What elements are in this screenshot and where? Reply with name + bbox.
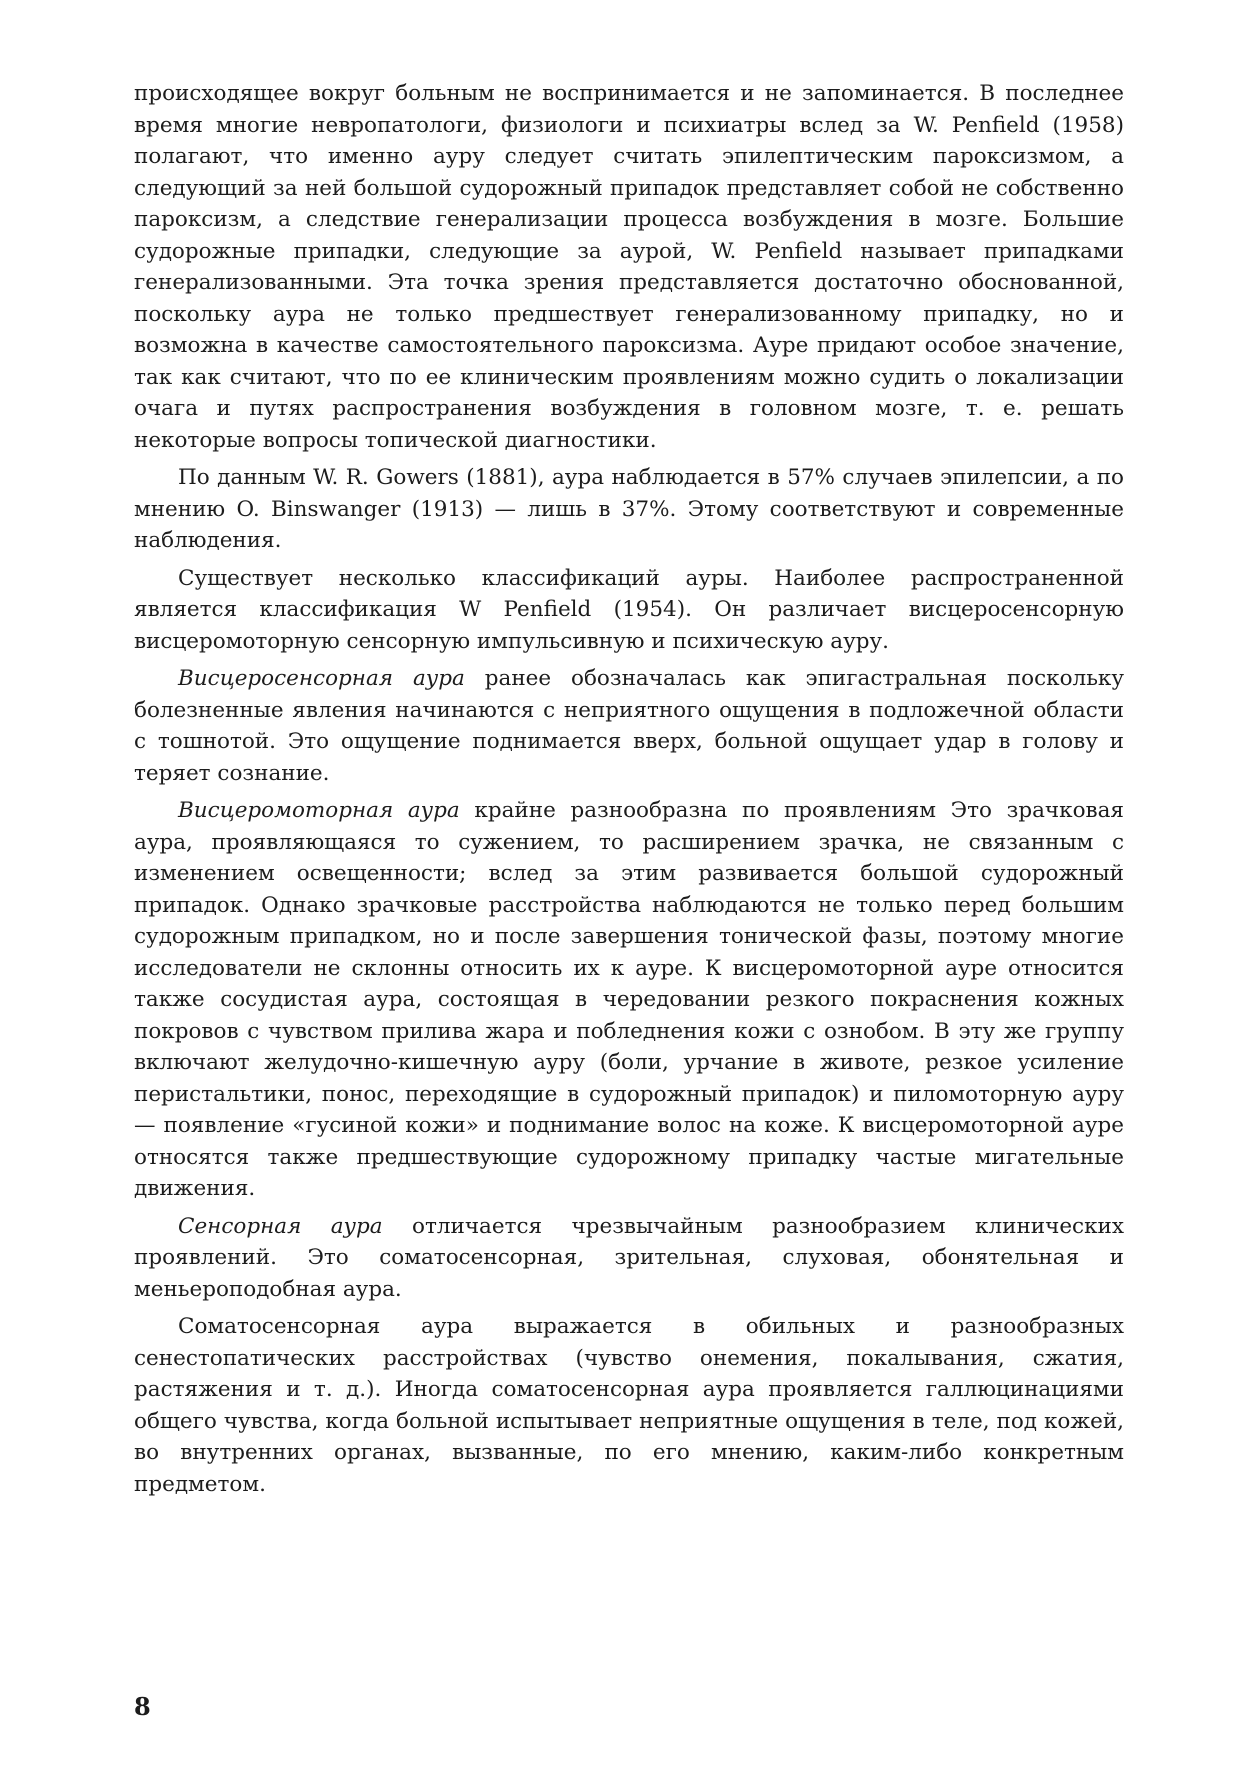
paragraph-5-text: крайне разнообразна по проявлениям Это зрачковая аура, проявляющаяся то сужением, то расширением зрачка, не связанным с изменением освещенности; вслед за этим развивается большой судорожный припадок. Однако зрачковые расстройства наблюдаются не только перед большим судорожным припадком, но и после завершения тонической фазы, поэтому многие исследователи не склонны относить их к ауре. К висцеромоторной ауре относится также сосудистая аура, состоящая в чередовании резкого покраснения кожных покровов с чувством прилива жара и побледнения кожи с ознобом. В эту же группу включают желудочно-кишечную ауру (боли, урчание в животе, резкое усиление перистальтики, понос, переходящие в судорожный припадок) и пиломоторную ауру — появление «гусиной кожи» и поднимание волос на коже. К висцеромоторной ауре относятся также предшествующие судорожному припадку частые мигательные движения. (134, 798, 1124, 1201)
paragraph-5-term: Висцеромоторная аура (178, 798, 460, 823)
paragraph-1-text: происходящее вокруг больным не воспринимается и не запоминается. В последнее время многие невропатологи, физиологи и психиатры вслед за W. Penfield (1958) полагают, что именно ауру следует считать эпилептическим пароксизмом, а следующий за ней большой судорожный припадок представляет собой не собственно пароксизм, а следствие генерализации процесса возбуждения в мозге. Большие судорожные припадки, следующие за аурой, W. Penfield называет припадками генерализованными. Эта точка зрения представляется достаточно обоснованной, поскольку аура не только предшествует генерализованному припадку, но и возможна в качестве самостоятельного пароксизма. Ауре придают особое значение, так как считают, что по ее клиническим проявлениям можно судить о локализации очага и путях распространения возбуждения в головном мозге, т. е. решать некоторые вопросы топической диагностики. (134, 81, 1124, 453)
paragraph-1 (134, 78, 1124, 456)
page-body (134, 78, 1124, 1506)
paragraph-2-text: По данным W. R. Gowers (1881), аура наблюдается в 57% случаев эпилепсии, а по мнению O. Binswanger (1913) — лишь в 37%. Этому соответствуют и современные наблюдения. (134, 465, 1124, 553)
paragraph-7 (134, 1311, 1124, 1500)
paragraph-3-text: Существует несколько классификаций ауры. Наиболее распространенной является классификация W Penfield (1954). Он различает висцеросенсорную висцеромоторную сенсорную импульсивную и психическую ауру. (134, 565, 1124, 654)
paragraph-6-term: Сенсорная аура (178, 1213, 383, 1239)
paragraph-6-text: отличается чрезвычайным разнообразием клинических проявлений. Это соматосенсорная, зрительная, слуховая, обонятельная и меньероподобная аура. (134, 1213, 1124, 1302)
paragraph-4-term: Висцеросенсорная аура (178, 666, 465, 691)
paragraph-3 (134, 563, 1124, 658)
paragraph-2 (134, 462, 1124, 557)
paragraph-4-text: ранее обозначалась как эпигастральная поскольку болезненные явления начинаются с неприятного ощущения в подложечной области с тошнотой. Это ощущение поднимается вверх, больной ощущает удар в голову и теряет сознание. (134, 666, 1124, 786)
paragraph-7-text: Соматосенсорная аура выражается в обильных и разнообразных сенестопатических расстройствах (чувство онемения, покалывания, сжатия, растяжения и т. д.). Иногда соматосенсорная аура проявляется галлюцинациями общего чувства, когда больной испытывает неприятные ощущения в теле, под кожей, во внутренних органах, вызванные, по его мнению, каким-либо конкретным предметом. (134, 1314, 1124, 1497)
paragraph-6 (134, 1211, 1124, 1306)
paragraph-5 (134, 795, 1124, 1205)
paragraph-4 (134, 663, 1124, 789)
page-number: 8 (134, 1692, 151, 1721)
